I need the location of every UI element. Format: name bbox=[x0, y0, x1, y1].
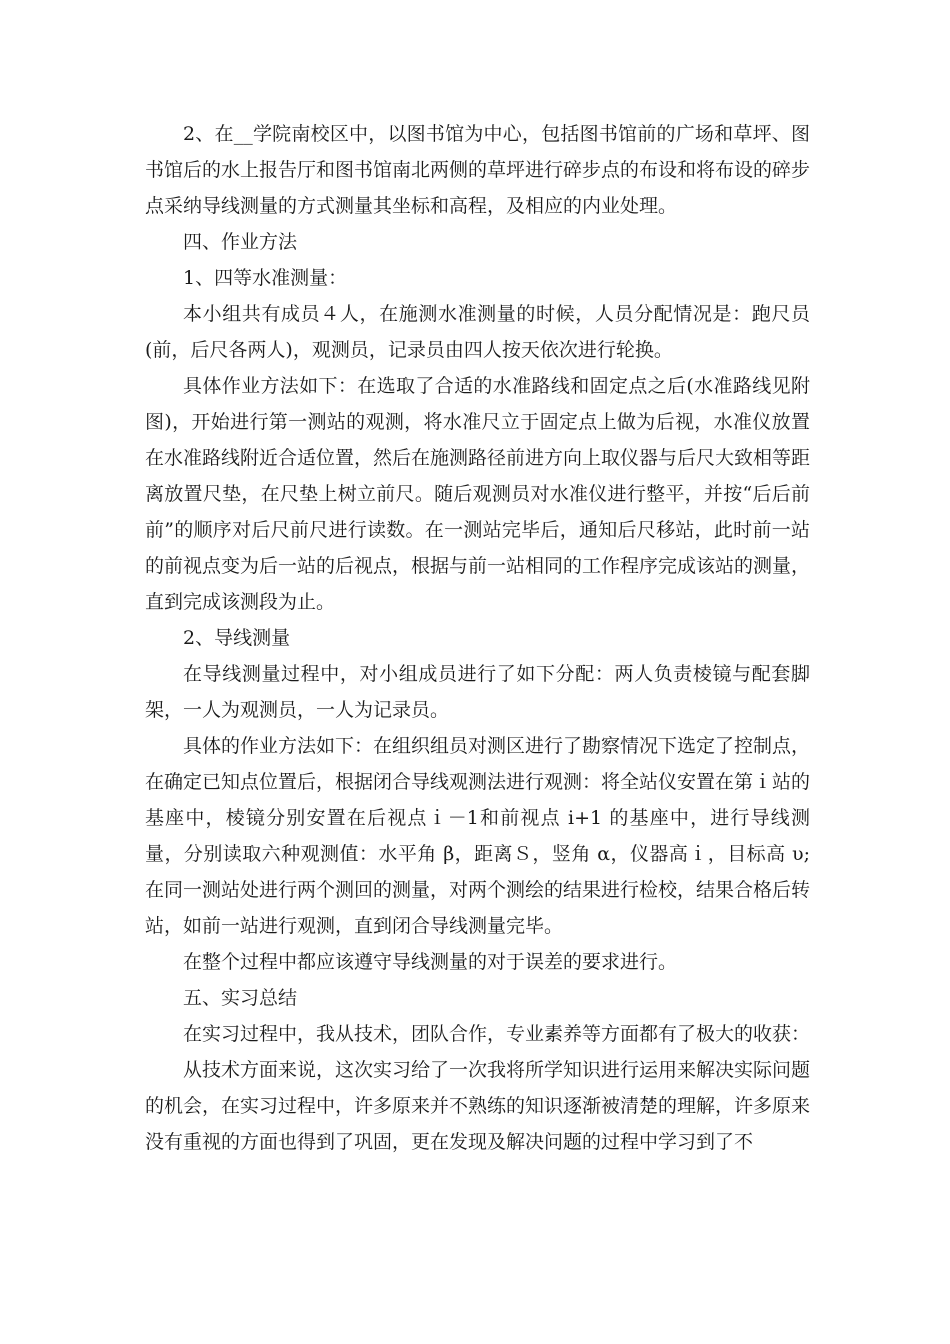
heading-summary: 五、实习总结 bbox=[183, 987, 298, 1009]
paragraph-gains: 在实习过程中，我从技术，团队合作，专业素养等方面都有了极大的收获： bbox=[183, 1023, 811, 1045]
paragraph-campus-scope: 2、在__学院南校区中，以图书馆为中心，包括图书馆前的广场和草坪、图书馆后的水上报告厅和图书馆南北两侧的草坪进行碎步点的布设和将布设的碎步点采纳导线测量的方式测量其坐标和高程，及相应的内业处理。 bbox=[145, 123, 811, 217]
paragraph-traverse-procedure: 具体的作业方法如下：在组织组员对测区进行了勘察情况下选定了控制点，在确定已知点位置后，根据闭合导线观测法进行观测：将全站仪安置在第ｉ站的基座中，棱镜分别安置在后视点ｉ－1和前视点 i+1 的基座中，进行导线测量，分别读取六种观测值：水平角 β，距离Ｓ，竖角 α，仪器高ｉ，目标高 υ;在同一测站处进行两个测回的测量，对两个测绘的结果进行检校，结果合格后转站，如前一站进行观测，直到闭合导线测量完毕。 bbox=[145, 735, 811, 937]
document-body bbox=[145, 116, 810, 1160]
paragraph-technical-gains: 从技术方面来说，这次实习给了一次我将所学知识进行运用来解决实际问题的机会，在实习过程中，许多原来并不熟练的知识逐渐被清楚的理解，许多原来没有重视的方面也得到了巩固，更在发现及解决问题的过程中学习到了不 bbox=[145, 1059, 811, 1153]
paragraph-team-roles: 本小组共有成员４人，在施测水准测量的时候，人员分配情况是：跑尺员(前，后尺各两人)，观测员，记录员由四人按天依次进行轮换。 bbox=[145, 303, 810, 361]
paragraph-leveling-procedure: 具体作业方法如下：在选取了合适的水准路线和固定点之后(水准路线见附图)，开始进行第一测站的观测，将水准尺立于固定点上做为后视，水准仪放置在水准路线附近合适位置，然后在施测路径前进方向上取仪器与后尺大致相等距离放置尺垫，在尺垫上树立前尺。随后观测员对水准仪进行整平，并按“后后前前”的顺序对后尺前尺进行读数。在一测站完毕后，通知后尺移站，此时前一站的前视点变为后一站的后视点，根据与前一站相同的工作程序完成该站的测量，直到完成该测段为止。 bbox=[145, 375, 811, 613]
paragraph-traverse-roles: 在导线测量过程中，对小组成员进行了如下分配：两人负责棱镜与配套脚架，一人为观测员，一人为记录员。 bbox=[145, 663, 810, 721]
heading-work-method: 四、作业方法 bbox=[183, 231, 298, 253]
subheading-traverse: 2、导线测量 bbox=[183, 627, 291, 649]
paragraph-error-requirements: 在整个过程中都应该遵守导线测量的对于误差的要求进行。 bbox=[183, 951, 678, 973]
subheading-leveling: 1、四等水准测量： bbox=[183, 267, 348, 289]
